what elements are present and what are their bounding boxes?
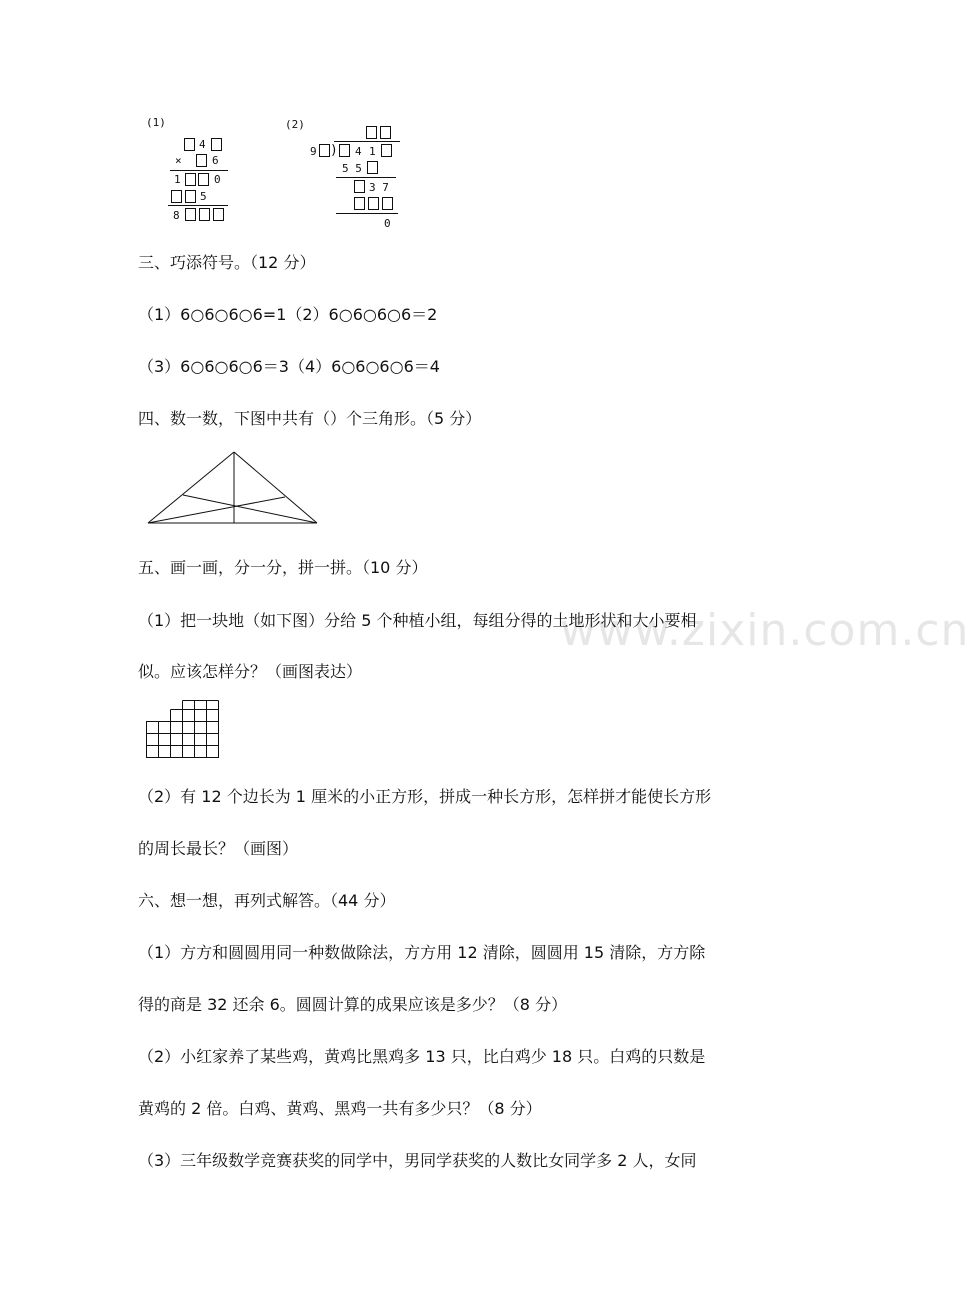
land-grid-figure bbox=[144, 699, 220, 761]
puzzle1-times: × bbox=[175, 154, 182, 167]
section6-q2-line2: 黄鸡的 2 倍。白鸡、黄鸡、黑鸡一共有多少只？（8 分） bbox=[138, 1099, 542, 1118]
puzzle1-row1-digit: 4 bbox=[199, 138, 206, 151]
puzzle1-row3-digit-b: 0 bbox=[214, 173, 221, 186]
section6-q2-line1: （2）小红家养了某些鸡，黄鸡比黑鸡多 13 只，比白鸡少 18 只。白鸡的只数是 bbox=[138, 1047, 706, 1066]
section6-q1-line1: （1）方方和圆圆用同一种数做除法，方方用 12 清除，圆圆用 15 清除，方方除 bbox=[138, 943, 706, 962]
section6-q1-line2: 得的商是 32 还余 6。圆圆计算的成果应该是多少？（8 分） bbox=[138, 995, 568, 1014]
puzzle2-divisor: 9 bbox=[310, 145, 317, 158]
section3-line2: （3）6○6○6○6＝3（4）6○6○6○6＝4 bbox=[138, 357, 440, 376]
puzzle1-row2-digit: 6 bbox=[212, 154, 219, 167]
watermark: www.zixin.com.cn bbox=[560, 605, 969, 656]
section5-q2-line1: （2）有 12 个边长为 1 厘米的小正方形，拼成一种长方形，怎样拼才能使长方形 bbox=[138, 787, 712, 806]
section4-title: 四、数一数，下图中共有（）个三角形。（5 分） bbox=[138, 409, 482, 428]
section5-q2-line2: 的周长最长？（画图） bbox=[138, 839, 299, 858]
triangle-figure bbox=[145, 448, 321, 528]
section3-title: 三、巧添符号。（12 分） bbox=[138, 253, 316, 272]
puzzle2-step2: 3 7 bbox=[369, 181, 389, 194]
section3-line1: （1）6○6○6○6=1（2）6○6○6○6＝2 bbox=[138, 305, 438, 324]
puzzle1-label: (1) bbox=[146, 116, 166, 129]
puzzle2-dividend-digit-a: 4 bbox=[355, 145, 362, 158]
section6-title: 六、想一想，再列式解答。（44 分） bbox=[138, 891, 396, 910]
section5-q1-line1: （1）把一块地（如下图）分给 5 个种植小组，每组分得的土地形状和大小要相 bbox=[138, 611, 697, 630]
puzzle1-row5-digit: 8 bbox=[173, 209, 180, 222]
puzzle1-row3-digit-a: 1 bbox=[174, 173, 181, 186]
puzzle2-dividend-digit-b: 1 bbox=[369, 145, 376, 158]
puzzle2-step1: 5 5 bbox=[342, 162, 362, 175]
puzzle2-bracket: ) bbox=[330, 143, 338, 158]
section6-q3-line1: （3）三年级数学竞赛获奖的同学中，男同学获奖的人数比女同学多 2 人，女同 bbox=[138, 1151, 697, 1170]
puzzle2-label: (2) bbox=[285, 118, 305, 131]
puzzle1-row4-digit: 5 bbox=[200, 190, 207, 203]
section5-title: 五、画一画，分一分，拼一拼。（10 分） bbox=[138, 558, 428, 577]
section5-q1-line2: 似。应该怎样分？（画图表达） bbox=[138, 662, 363, 681]
puzzle2-remainder: 0 bbox=[384, 217, 391, 230]
